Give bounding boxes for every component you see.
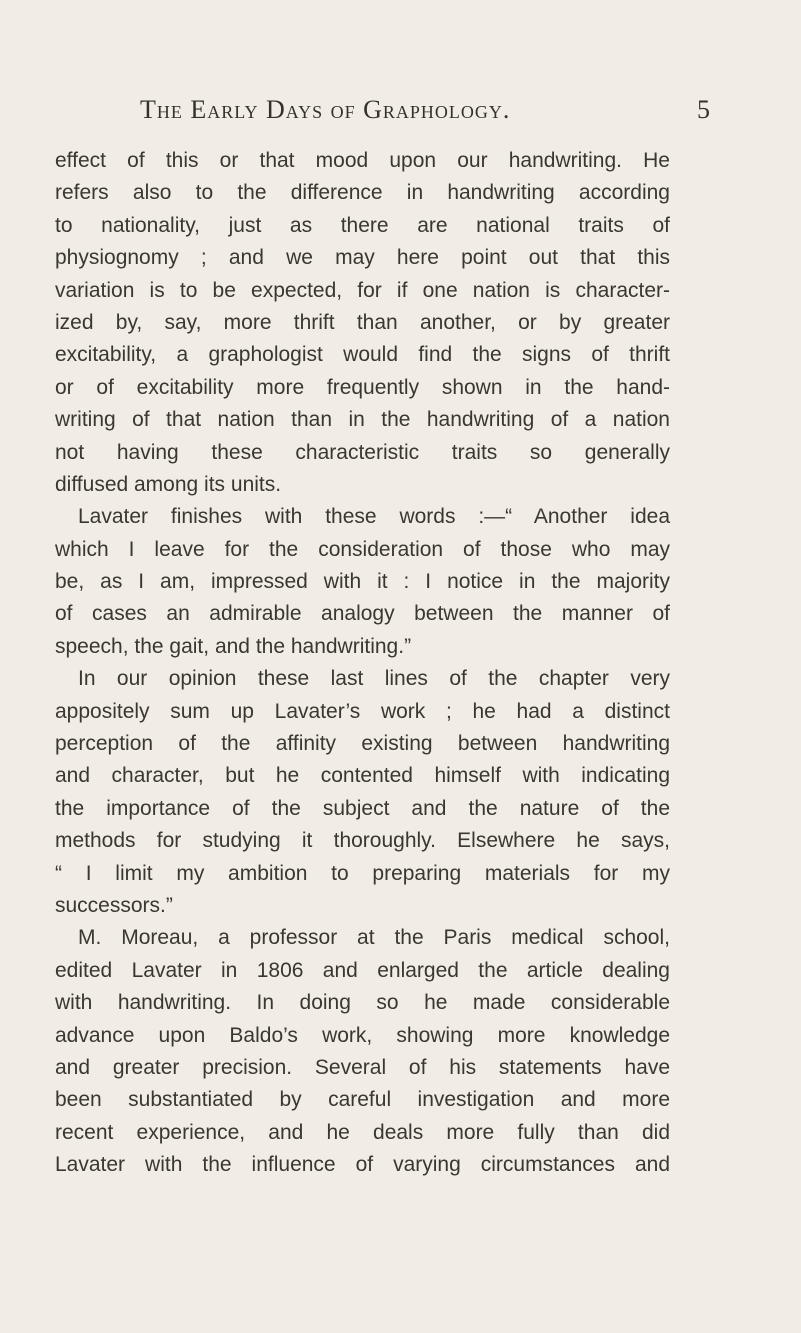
text-line: and character, but he contented himself with indicating	[55, 764, 670, 788]
page-number: 5	[697, 95, 710, 124]
text-line: appositely sum up Lavater’s work ; he had a distinct	[55, 699, 670, 723]
text-line: to nationality, just as there are national traits of	[55, 213, 670, 237]
text-line: advance upon Baldo’s work, showing more knowledge	[55, 1023, 670, 1047]
text-line: successors.”	[55, 893, 173, 917]
text-line: ized by, say, more thrift than another, or by greater	[55, 310, 670, 334]
text-line: writing of that nation than in the handwriting of a nation	[55, 408, 670, 432]
running-title: The Early Days of Graphology.	[140, 95, 511, 124]
text-line: the importance of the subject and the nature of the	[55, 796, 670, 820]
text-line: which I leave for the consideration of those who may	[55, 537, 670, 561]
running-head	[140, 95, 710, 127]
text-line: excitability, a graphologist would find the signs of thrift	[55, 343, 670, 367]
text-line: or of excitability more frequently shown in the hand-	[55, 375, 670, 399]
text-line: not having these characteristic traits so generally	[55, 440, 670, 464]
text-line: perception of the affinity existing between handwriting	[55, 732, 670, 756]
text-line: diffused among its units.	[55, 472, 282, 496]
text-line: with handwriting. In doing so he made considerable	[55, 991, 670, 1015]
text-line: and greater precision. Several of his statements have	[55, 1055, 670, 1079]
text-line: of cases an admirable analogy between the manner of	[55, 602, 670, 626]
body-text	[55, 145, 670, 1182]
text-line: be, as I am, impressed with it : I notice in the majority	[55, 570, 670, 594]
text-line: edited Lavater in 1806 and enlarged the article dealing	[55, 958, 670, 982]
text-line: “ I limit my ambition to preparing materials for my	[55, 861, 670, 885]
text-line: In our opinion these last lines of the chapter very	[78, 667, 670, 691]
text-line: speech, the gait, and the handwriting.”	[55, 634, 412, 658]
text-line: Lavater finishes with these words :—“ Another idea	[78, 505, 670, 529]
text-line: recent experience, and he deals more fully than did	[55, 1120, 670, 1144]
text-line: effect of this or that mood upon our handwriting. He	[55, 149, 670, 172]
text-line: physiognomy ; and we may here point out that this	[55, 246, 670, 270]
text-line: refers also to the difference in handwriting according	[55, 181, 670, 205]
text-line: variation is to be expected, for if one nation is character-	[55, 278, 670, 302]
text-line: methods for studying it thoroughly. Elsewhere he says,	[55, 829, 670, 853]
text-line: been substantiated by careful investigation and more	[55, 1088, 670, 1112]
text-line: Lavater with the influence of varying circumstances and	[55, 1153, 670, 1177]
text-line: M. Moreau, a professor at the Paris medical school,	[78, 926, 670, 950]
